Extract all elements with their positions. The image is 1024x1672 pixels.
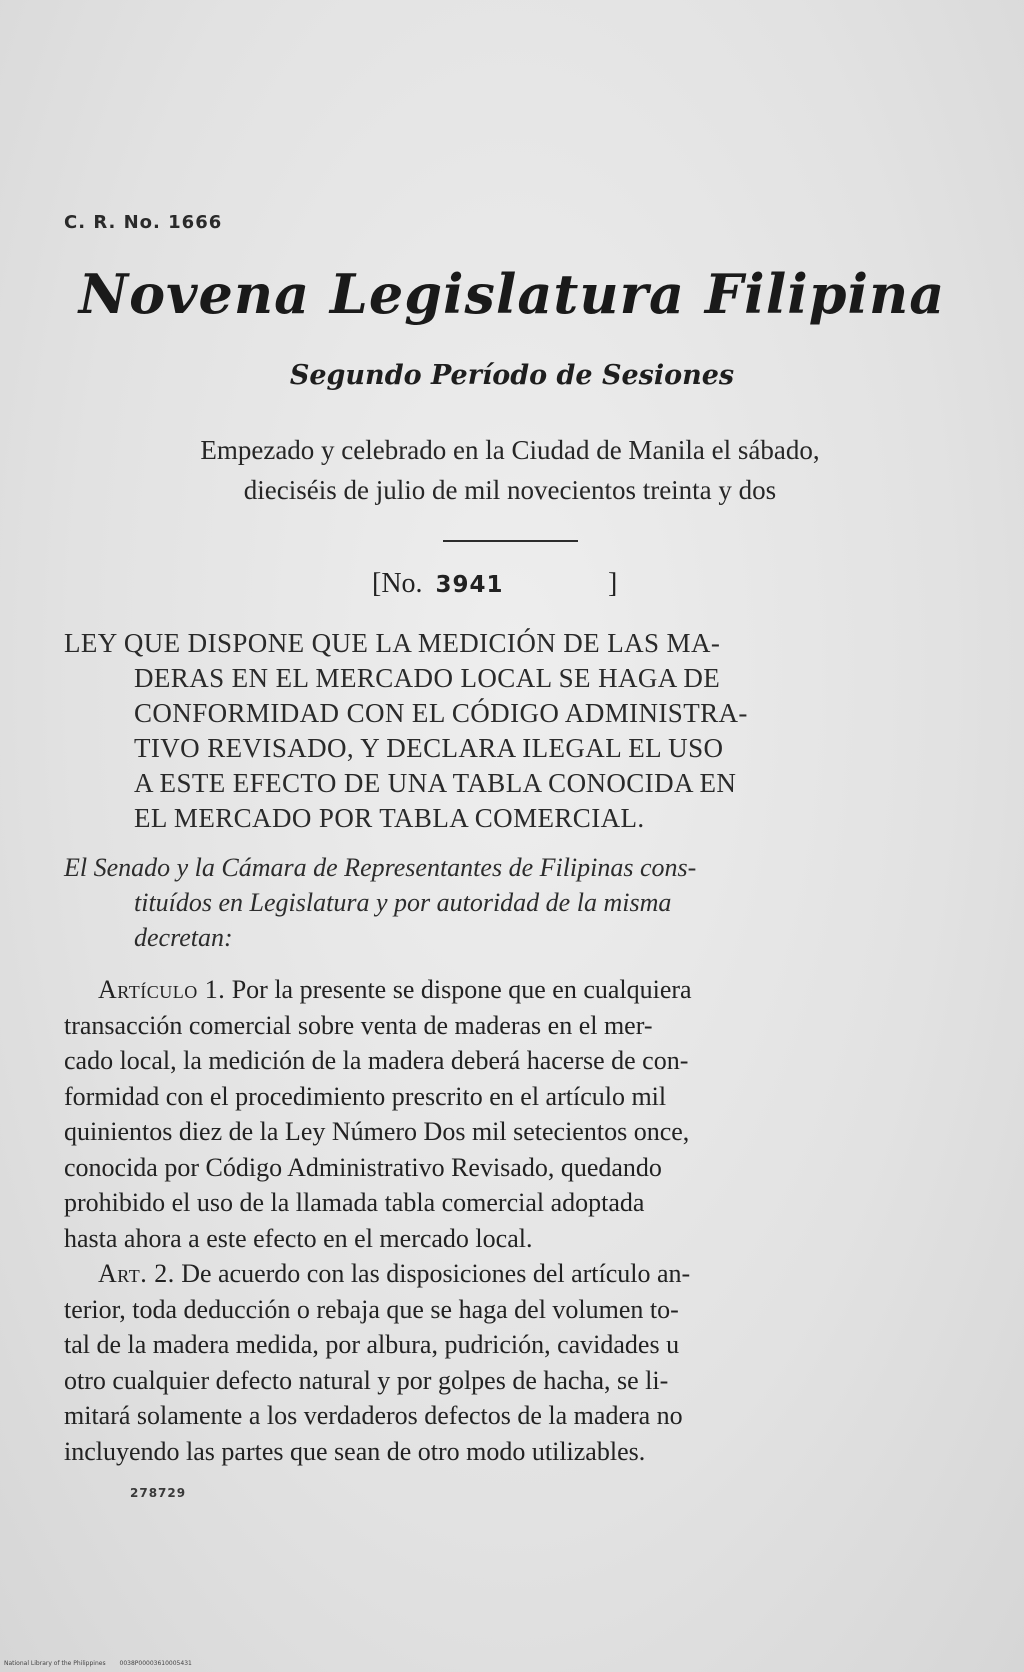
article-line: prohibido el uso de la llamada tabla comercial adoptada	[64, 1188, 645, 1217]
article-line: hasta ahora a este efecto en el mercado local.	[64, 1223, 533, 1253]
print-code: 278729	[130, 1486, 187, 1500]
article-label: Art. 2.	[98, 1259, 175, 1288]
article-1	[64, 972, 930, 1256]
article-line: mitará solamente a los verdaderos defectos de la madera no	[64, 1401, 683, 1430]
law-title-line: A ESTE EFECTO DE UNA TABLA CONOCIDA EN	[134, 768, 737, 798]
divider-rule	[443, 540, 578, 542]
archive-identifier: 0038P00003610005431	[119, 1660, 192, 1667]
enacting-line: tituídos en Legislatura y por autoridad de la misma	[134, 888, 672, 917]
session-subtitle: Segundo Período de Sesiones	[289, 360, 735, 391]
opening-statement	[80, 430, 940, 510]
article-line: transacción comercial sobre venta de maderas en el mer-	[64, 1010, 653, 1040]
law-title-line: CONFORMIDAD CON EL CÓDIGO ADMINISTRA-	[134, 698, 748, 728]
enacting-clause	[64, 850, 930, 955]
article-line: tal de la madera medida, por albura, pudrición, cavidades u	[64, 1330, 680, 1359]
opening-line: dieciséis de julio de mil novecientos treinta y dos	[243, 475, 777, 505]
article-line: cado local, la medición de la madera deberá hacerse de con-	[64, 1046, 689, 1075]
law-title	[64, 626, 930, 836]
articles	[64, 972, 930, 1469]
article-text: De acuerdo con las disposiciones del artículo an-	[181, 1259, 691, 1288]
enacting-line: El Senado y la Cámara de Representantes de Filipinas cons-	[64, 853, 697, 882]
article-label: Artículo 1.	[98, 975, 226, 1004]
article-first-line	[64, 972, 930, 1008]
law-title-line: TIVO REVISADO, Y DECLARA ILEGAL EL USO	[134, 733, 724, 763]
act-number-suffix: ]	[608, 568, 618, 599]
article-2	[64, 1256, 930, 1469]
article-line: conocida por Código Administrativo Revisado, quedando	[64, 1152, 662, 1182]
article-line: incluyendo las partes que sean de otro modo utilizables.	[64, 1436, 646, 1466]
archive-institution: National Library of the Philippines	[4, 1660, 106, 1667]
enacting-line: decretan:	[134, 923, 233, 952]
article-line: quinientos diez de la Ley Número Dos mil setecientos once,	[64, 1117, 690, 1146]
archive-strip	[4, 1660, 204, 1667]
law-title-line: DERAS EN EL MERCADO LOCAL SE HAGA DE	[134, 663, 721, 693]
act-number	[372, 568, 618, 600]
article-line: otro cualquier defecto natural y por golpes de hacha, se li-	[64, 1365, 669, 1395]
law-title-line: EL MERCADO POR TABLA COMERCIAL.	[134, 803, 645, 833]
reference-number: C. R. No. 1666	[64, 212, 223, 233]
legislature-title: Novena Legislatura Filipina	[78, 262, 946, 326]
article-line: formidad con el procedimiento prescrito en el artículo mil	[64, 1081, 667, 1111]
article-first-line	[64, 1256, 930, 1292]
article-text: Por la presente se dispone que en cualquiera	[231, 975, 692, 1004]
law-title-line: LEY QUE DISPONE QUE LA MEDICIÓN DE LAS MA-	[64, 628, 721, 658]
act-number-prefix: [No.	[372, 568, 423, 599]
article-line: terior, toda deducción o rebaja que se haga del volumen to-	[64, 1294, 679, 1324]
opening-line: Empezado y celebrado en la Ciudad de Manila el sábado,	[200, 435, 820, 465]
act-number-value: 3941	[435, 572, 504, 598]
